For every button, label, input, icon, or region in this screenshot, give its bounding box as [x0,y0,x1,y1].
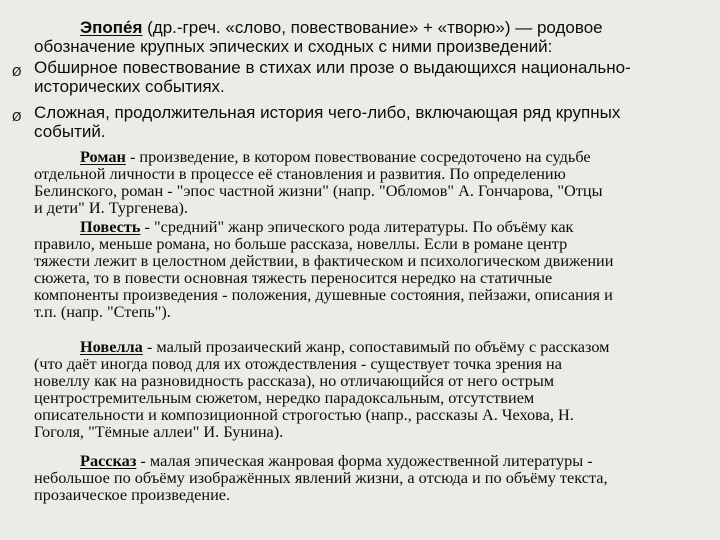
rasskaz-term: Рассказ [80,451,137,470]
novella-line-3: новеллу как на разновидность рассказа), но отличающийся от него острым [34,371,555,390]
epopeya-line-1: Эпопе́я (др.-греч. «слово, повествование» + «творю») — родовое [80,18,603,37]
roman-term: Роман [80,147,126,166]
povest-line-1: Повесть - "средний" жанр эпического рода литературы. По объёму как [80,217,574,236]
novella-line-5: описательности и композиционной строгостью (напр., рассказы А. Чехова, Н. [34,405,574,424]
bullet-2-line-2: событий. [34,122,106,141]
rasskaz-line-2: небольшое по объёму изображённых явлений жизни, а отсюда и по объёму текста, [34,468,608,487]
arrow-bullet-icon: Ø [12,65,22,79]
roman-line-2: отдельной личности в процессе её становления и развития. По определению [34,164,566,183]
arrow-bullet-icon: Ø [12,110,22,124]
povest-line-5: компоненты произведения - положения, душевные состояния, пейзажи, описания и [34,285,613,304]
povest-term: Повесть [80,217,141,236]
novella-line-1: Новелла - малый прозаический жанр, сопоставимый по объёму с рассказом [80,337,610,356]
roman-line-3: Белинского, роман - "эпос частной жизни" (напр. "Обломов" А. Гончарова, "Отцы [34,181,603,200]
novella-line-6: Гоголя, "Тёмные аллеи" И. Бунина). [34,422,284,441]
povest-line-2: правило, меньше романа, но больше рассказа, новеллы. Если в романе центр [34,234,568,253]
roman-line-4: и дети" И. Тургенева). [34,198,188,217]
bullet-1-line-2: исторических событиях. [34,77,225,96]
povest-line-6: т.п. (напр. "Степь"). [34,302,171,321]
novella-line-4: центростремительным сюжетом, нередко парадоксальным, отсутствием [34,388,535,407]
bullet-2-line-1: Сложная, продолжительная история чего-либо, включающая ряд крупных [34,103,621,122]
povest-line-4: сюжета, то в повести основная тяжесть переносится нередко на статичные [34,268,553,287]
povest-line-3: тяжести лежит в целостном действии, в фактическом и психологическом движении [34,251,614,270]
roman-line-1: Роман - произведение, в котором повествование сосредоточено на судьбе [80,147,591,166]
bullet-1-line-1: Обширное повествование в стихах или прозе о выдающихся национально- [34,58,631,77]
rasskaz-line-1: Рассказ - малая эпическая жанровая форма художественной литературы - [80,451,593,470]
novella-term: Новелла [80,337,143,356]
epopeya-term: Эпопе́я [80,18,143,37]
rasskaz-line-3: прозаическое произведение. [34,485,231,504]
novella-line-2: (что даёт иногда повод для их отождествления - существует точка зрения на [34,354,562,373]
epopeya-line-2: обозначение крупных эпических и сходных с ними произведений: [34,37,553,56]
